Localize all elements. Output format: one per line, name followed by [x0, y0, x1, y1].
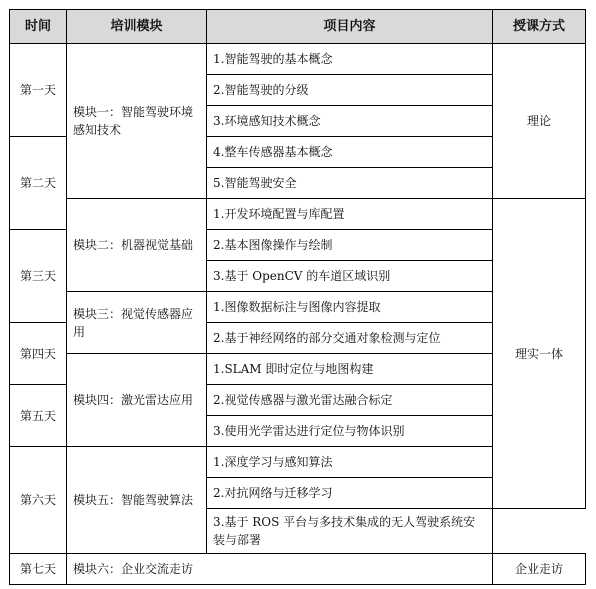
method-cell: 理论: [493, 44, 586, 199]
content-item: 2.对抗网络与迁移学习: [207, 478, 493, 509]
module-label: 模块二：机器视觉基础: [73, 238, 194, 252]
header-method: 授课方式: [493, 10, 586, 44]
day-cell: 第二天: [10, 137, 67, 230]
content-item: 1.深度学习与感知算法: [207, 447, 493, 478]
method-cell: 企业走访: [493, 554, 586, 585]
content-item: 2.基于神经网络的部分交通对象检测与定位: [207, 323, 493, 354]
module-cell: [67, 44, 207, 199]
content-item: 1.智能驾驶的基本概念: [207, 44, 493, 75]
header-time: 时间: [10, 10, 67, 44]
training-schedule-table: [9, 9, 586, 585]
content-item: 3.使用光学雷达进行定位与物体识别: [207, 416, 493, 447]
content-item: 1.SLAM 即时定位与地图构建: [207, 354, 493, 385]
day-cell: 第四天: [10, 323, 67, 385]
day-cell: 第六天: [10, 447, 67, 554]
content-item: 3.环境感知技术概念: [207, 106, 493, 137]
module-label: 模块三：视觉传感器应用: [73, 306, 194, 339]
content-item: 1.开发环境配置与库配置: [207, 199, 493, 230]
content-item: 1.图像数据标注与图像内容提取: [207, 292, 493, 323]
module-cell: [67, 447, 207, 554]
module-cell: 模块六：企业交流走访: [67, 554, 493, 585]
content-item: 2.智能驾驶的分级: [207, 75, 493, 106]
content-item: 3.基于 OpenCV 的车道区域识别: [207, 261, 493, 292]
header-row: [10, 10, 586, 44]
day-cell: 第七天: [10, 554, 67, 585]
header-content: 项目内容: [207, 10, 493, 44]
module-cell: [67, 292, 207, 354]
method-cell: 理实一体: [493, 199, 586, 509]
module-label: 模块四：激光雷达应用: [73, 393, 194, 407]
content-item: 3.基于 ROS 平台与多技术集成的无人驾驶系统安装与部署: [207, 509, 493, 554]
module-label: 模块五：智能驾驶算法: [73, 493, 194, 507]
day-cell: 第一天: [10, 44, 67, 137]
table-row: [10, 199, 586, 230]
day-cell: 第三天: [10, 230, 67, 323]
header-module: 培训模块: [67, 10, 207, 44]
table-row: [10, 44, 586, 75]
content-item: 2.基本图像操作与绘制: [207, 230, 493, 261]
day-cell: 第五天: [10, 385, 67, 447]
module-cell: [67, 354, 207, 447]
table-row: [10, 554, 586, 585]
content-item: 5.智能驾驶安全: [207, 168, 493, 199]
content-item: 4.整车传感器基本概念: [207, 137, 493, 168]
content-item: 2.视觉传感器与激光雷达融合标定: [207, 385, 493, 416]
module-label: 模块一：智能驾驶环境感知技术: [73, 105, 194, 137]
module-cell: [67, 199, 207, 292]
